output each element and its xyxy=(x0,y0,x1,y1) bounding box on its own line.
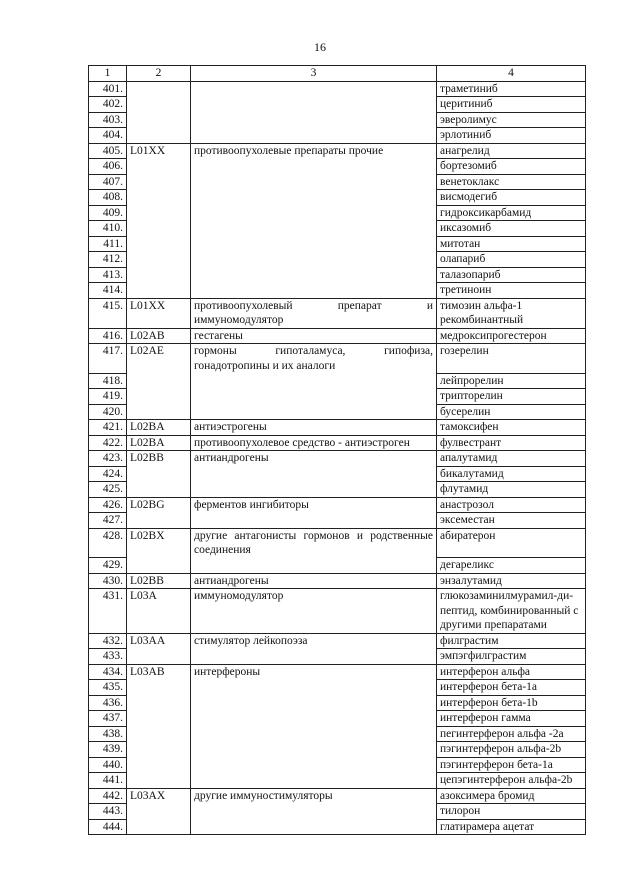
group-name xyxy=(191,236,437,252)
drug-name: гозерелин xyxy=(437,344,586,374)
drug-name: филграстим xyxy=(437,633,586,649)
atc-code xyxy=(127,773,191,789)
row-number: 426. xyxy=(89,497,127,513)
column-header: 4 xyxy=(437,66,586,82)
row-number: 408. xyxy=(89,190,127,206)
table-row xyxy=(89,373,586,389)
row-number: 437. xyxy=(89,711,127,727)
table-row xyxy=(89,773,586,789)
atc-code xyxy=(127,513,191,529)
drug-name: пэгинтерферон бета-1а xyxy=(437,757,586,773)
drug-name: эксеместан xyxy=(437,513,586,529)
atc-code xyxy=(127,373,191,389)
group-name xyxy=(191,128,437,144)
group-name xyxy=(191,711,437,727)
group-name xyxy=(191,482,437,498)
drug-name: глюкозаминилмурамил-ди-пептид, комбинированный с другими препаратами xyxy=(437,589,586,634)
row-number: 417. xyxy=(89,344,127,374)
drug-name: эрлотиниб xyxy=(437,128,586,144)
row-number: 403. xyxy=(89,112,127,128)
drug-name: тимозин альфа-1 рекомбинантный xyxy=(437,298,586,328)
group-name xyxy=(191,221,437,237)
row-number: 409. xyxy=(89,205,127,221)
drug-name: траметиниб xyxy=(437,81,586,97)
row-number: 439. xyxy=(89,742,127,758)
row-number: 432. xyxy=(89,633,127,649)
table-row xyxy=(89,726,586,742)
row-number: 420. xyxy=(89,404,127,420)
drug-name: трипторелин xyxy=(437,389,586,405)
row-number: 442. xyxy=(89,788,127,804)
atc-code: L01XX xyxy=(127,298,191,328)
group-name xyxy=(191,252,437,268)
page-number: 16 xyxy=(314,40,326,54)
drug-name: пегинтерферон альфа -2а xyxy=(437,726,586,742)
atc-code xyxy=(127,112,191,128)
table-row xyxy=(89,97,586,113)
row-number: 438. xyxy=(89,726,127,742)
row-number: 411. xyxy=(89,236,127,252)
group-name: иммуномодулятор xyxy=(191,589,437,634)
atc-code xyxy=(127,649,191,665)
group-name xyxy=(191,773,437,789)
drug-name: энзалутамид xyxy=(437,573,586,589)
group-name: интерфероны xyxy=(191,664,437,680)
row-number: 405. xyxy=(89,143,127,159)
row-number: 433. xyxy=(89,649,127,665)
group-name: гестагены xyxy=(191,328,437,344)
drug-name: азоксимера бромид xyxy=(437,788,586,804)
table-row xyxy=(89,757,586,773)
drug-name: эверолимус xyxy=(437,112,586,128)
row-number: 421. xyxy=(89,420,127,436)
table-row xyxy=(89,819,586,835)
row-number: 423. xyxy=(89,451,127,467)
atc-code: L02BX xyxy=(127,528,191,558)
row-number: 435. xyxy=(89,680,127,696)
drug-name: интерферон бета-1а xyxy=(437,680,586,696)
table-row xyxy=(89,466,586,482)
group-name: антиэстрогены xyxy=(191,420,437,436)
table-row xyxy=(89,711,586,727)
table-row xyxy=(89,344,586,374)
drug-table xyxy=(88,65,586,835)
table-row xyxy=(89,435,586,451)
drug-name: фулвестрант xyxy=(437,435,586,451)
group-name xyxy=(191,757,437,773)
group-name: гормоны гипоталамуса, гипофиза, гонадотропины и их аналоги xyxy=(191,344,437,374)
atc-code xyxy=(127,236,191,252)
group-name xyxy=(191,112,437,128)
row-number: 404. xyxy=(89,128,127,144)
atc-code xyxy=(127,482,191,498)
drug-name: иксазомиб xyxy=(437,221,586,237)
atc-code xyxy=(127,159,191,175)
row-number: 410. xyxy=(89,221,127,237)
atc-code: L02BG xyxy=(127,497,191,513)
drug-name: бортезомиб xyxy=(437,159,586,175)
group-name: антиандрогены xyxy=(191,451,437,467)
atc-code xyxy=(127,221,191,237)
row-number: 440. xyxy=(89,757,127,773)
drug-name: анагрелид xyxy=(437,143,586,159)
atc-code xyxy=(127,726,191,742)
table-row xyxy=(89,159,586,175)
atc-code xyxy=(127,283,191,299)
atc-code: L03AA xyxy=(127,633,191,649)
atc-code xyxy=(127,267,191,283)
group-name xyxy=(191,174,437,190)
drug-name: венетоклакс xyxy=(437,174,586,190)
drug-name: третиноин xyxy=(437,283,586,299)
table-row xyxy=(89,695,586,711)
row-number: 430. xyxy=(89,573,127,589)
atc-code xyxy=(127,558,191,574)
atc-code xyxy=(127,711,191,727)
table-row xyxy=(89,589,586,634)
group-name xyxy=(191,373,437,389)
table-row xyxy=(89,190,586,206)
atc-code xyxy=(127,819,191,835)
table-row xyxy=(89,680,586,696)
row-number: 418. xyxy=(89,373,127,389)
table-row xyxy=(89,112,586,128)
atc-code: L02AB xyxy=(127,328,191,344)
row-number: 406. xyxy=(89,159,127,175)
row-number: 425. xyxy=(89,482,127,498)
table-row xyxy=(89,252,586,268)
atc-code xyxy=(127,804,191,820)
table-row xyxy=(89,558,586,574)
drug-name: интерферон бета-1b xyxy=(437,695,586,711)
atc-code: L02AE xyxy=(127,344,191,374)
table-row xyxy=(89,742,586,758)
row-number: 444. xyxy=(89,819,127,835)
row-number: 436. xyxy=(89,695,127,711)
group-name: противоопухолевый препарат и иммуномодулятор xyxy=(191,298,437,328)
group-name xyxy=(191,558,437,574)
atc-code xyxy=(127,205,191,221)
table-row xyxy=(89,328,586,344)
group-name xyxy=(191,267,437,283)
table-row xyxy=(89,482,586,498)
table-row xyxy=(89,128,586,144)
atc-code: L01XX xyxy=(127,143,191,159)
atc-code xyxy=(127,128,191,144)
drug-name: интерферон гамма xyxy=(437,711,586,727)
drug-name: бусерелин xyxy=(437,404,586,420)
drug-name: дегареликс xyxy=(437,558,586,574)
row-number: 443. xyxy=(89,804,127,820)
drug-name: флутамид xyxy=(437,482,586,498)
group-name xyxy=(191,283,437,299)
drug-name: пэгинтерферон альфа-2b xyxy=(437,742,586,758)
atc-code xyxy=(127,190,191,206)
table-row xyxy=(89,649,586,665)
atc-code xyxy=(127,742,191,758)
table-row xyxy=(89,788,586,804)
table-row xyxy=(89,221,586,237)
row-number: 424. xyxy=(89,466,127,482)
table-row xyxy=(89,497,586,513)
table-row xyxy=(89,573,586,589)
atc-code xyxy=(127,757,191,773)
table-row xyxy=(89,420,586,436)
table-row xyxy=(89,389,586,405)
atc-code xyxy=(127,97,191,113)
table-row xyxy=(89,81,586,97)
row-number: 413. xyxy=(89,267,127,283)
group-name xyxy=(191,804,437,820)
row-number: 407. xyxy=(89,174,127,190)
drug-name: талазопариб xyxy=(437,267,586,283)
group-name xyxy=(191,649,437,665)
atc-code: L02BB xyxy=(127,451,191,467)
atc-code: L02BA xyxy=(127,420,191,436)
group-name xyxy=(191,680,437,696)
group-name: противоопухолевое средство - антиэстроген xyxy=(191,435,437,451)
drug-name: лейпрорелин xyxy=(437,373,586,389)
row-number: 434. xyxy=(89,664,127,680)
atc-code: L03AX xyxy=(127,788,191,804)
row-number: 416. xyxy=(89,328,127,344)
row-number: 422. xyxy=(89,435,127,451)
group-name: другие антагонисты гормонов и родственные соединения xyxy=(191,528,437,558)
group-name xyxy=(191,389,437,405)
atc-code: L02BB xyxy=(127,573,191,589)
group-name xyxy=(191,404,437,420)
table-row xyxy=(89,404,586,420)
row-number: 431. xyxy=(89,589,127,634)
drug-name: анастрозол xyxy=(437,497,586,513)
column-header: 2 xyxy=(127,66,191,82)
atc-code: L02BA xyxy=(127,435,191,451)
group-name: ферментов ингибиторы xyxy=(191,497,437,513)
atc-code xyxy=(127,389,191,405)
row-number: 427. xyxy=(89,513,127,529)
table-row xyxy=(89,174,586,190)
table-row xyxy=(89,298,586,328)
group-name xyxy=(191,819,437,835)
group-name xyxy=(191,81,437,97)
row-number: 419. xyxy=(89,389,127,405)
group-name xyxy=(191,742,437,758)
drug-name: церитиниб xyxy=(437,97,586,113)
drug-name: гидроксикарбамид xyxy=(437,205,586,221)
atc-code xyxy=(127,695,191,711)
group-name xyxy=(191,513,437,529)
drug-name: цепэгинтерферон альфа-2b xyxy=(437,773,586,789)
atc-code: L03AB xyxy=(127,664,191,680)
column-header: 1 xyxy=(89,66,127,82)
column-header: 3 xyxy=(191,66,437,82)
group-name: стимулятор лейкопоэза xyxy=(191,633,437,649)
drug-name: тамоксифен xyxy=(437,420,586,436)
drug-name: эмпэгфилграстим xyxy=(437,649,586,665)
table-row xyxy=(89,513,586,529)
row-number: 428. xyxy=(89,528,127,558)
row-number: 429. xyxy=(89,558,127,574)
group-name xyxy=(191,695,437,711)
atc-code xyxy=(127,466,191,482)
table-row xyxy=(89,633,586,649)
drug-name: олапариб xyxy=(437,252,586,268)
table-row xyxy=(89,267,586,283)
atc-code xyxy=(127,404,191,420)
group-name: антиандрогены xyxy=(191,573,437,589)
group-name xyxy=(191,466,437,482)
atc-code xyxy=(127,174,191,190)
group-name xyxy=(191,190,437,206)
group-name: противоопухолевые препараты прочие xyxy=(191,143,437,159)
atc-code xyxy=(127,252,191,268)
table-row xyxy=(89,804,586,820)
drug-name: глатирамера ацетат xyxy=(437,819,586,835)
drug-name: тилорон xyxy=(437,804,586,820)
drug-name: медроксипрогестерон xyxy=(437,328,586,344)
drug-name: абиратерон xyxy=(437,528,586,558)
drug-table-body xyxy=(89,66,586,835)
atc-code xyxy=(127,81,191,97)
group-name: другие иммуностимуляторы xyxy=(191,788,437,804)
group-name xyxy=(191,205,437,221)
row-number: 441. xyxy=(89,773,127,789)
table-row xyxy=(89,205,586,221)
drug-name: интерферон альфа xyxy=(437,664,586,680)
table-header-row xyxy=(89,66,586,82)
drug-name: бикалутамид xyxy=(437,466,586,482)
row-number: 415. xyxy=(89,298,127,328)
table-row xyxy=(89,528,586,558)
row-number: 414. xyxy=(89,283,127,299)
drug-name: митотан xyxy=(437,236,586,252)
row-number: 401. xyxy=(89,81,127,97)
table-row xyxy=(89,664,586,680)
table-row xyxy=(89,236,586,252)
drug-name: висмодегиб xyxy=(437,190,586,206)
row-number: 412. xyxy=(89,252,127,268)
table-row xyxy=(89,283,586,299)
group-name xyxy=(191,726,437,742)
group-name xyxy=(191,159,437,175)
group-name xyxy=(191,97,437,113)
row-number: 402. xyxy=(89,97,127,113)
atc-code: L03A xyxy=(127,589,191,634)
atc-code xyxy=(127,680,191,696)
table-row xyxy=(89,143,586,159)
drug-name: апалутамид xyxy=(437,451,586,467)
table-row xyxy=(89,451,586,467)
